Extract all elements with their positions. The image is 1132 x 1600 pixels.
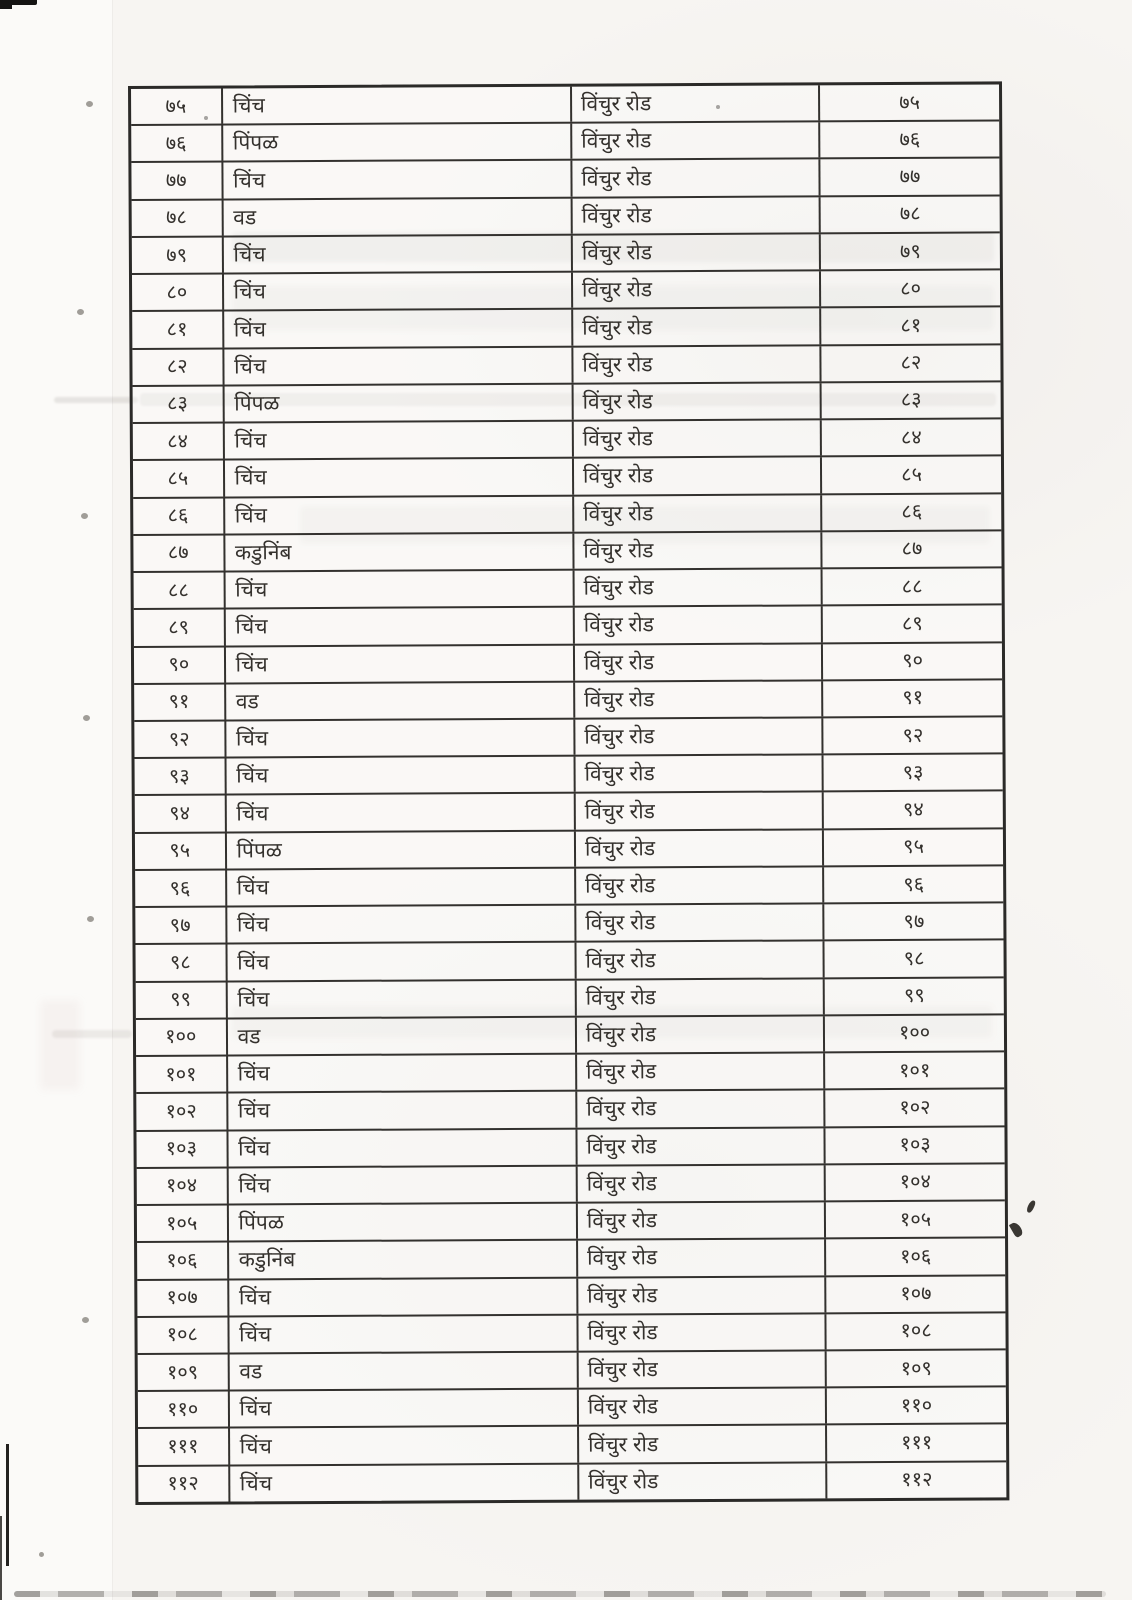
cell-serial-number-right: १०७: [900, 1282, 932, 1306]
cell-serial-number-right: १०८: [900, 1320, 932, 1343]
cell-serial-number: ९७: [135, 908, 227, 944]
table-row: [137, 1237, 1005, 1279]
table-row: [134, 678, 1002, 720]
table-row: [133, 455, 1001, 497]
cell-serial-number: १०९: [138, 1354, 230, 1390]
cell-serial-number-right: १११: [901, 1431, 933, 1455]
table-row: [136, 1125, 1004, 1167]
cell-tree-name: चिंच: [227, 869, 577, 906]
cell-location: विंचुर रोड: [579, 1463, 827, 1500]
cell-tree-name: चिंच: [228, 1129, 578, 1166]
cell-serial-number: ९२: [134, 721, 226, 757]
cell-serial-number-right: ७८: [899, 203, 921, 226]
cell-serial-number: १०४: [137, 1168, 229, 1204]
cell-location: विंचुर रोड: [576, 942, 824, 979]
cell-serial-number: १०५: [137, 1206, 229, 1242]
cell-location: विंचुर रोड: [575, 756, 823, 793]
cell-serial-number-right: १०३: [899, 1133, 931, 1157]
table-row: [135, 753, 1003, 795]
cell-serial-number-right: १०५: [899, 1208, 932, 1231]
cell-tree-name: चिंच: [224, 347, 574, 384]
cell-serial-number: ७९: [132, 237, 224, 273]
cell-serial-number-right: ९६: [903, 873, 925, 896]
cell-location: विंचुर रोड: [577, 1016, 825, 1053]
cell-tree-name: चिंच: [225, 459, 575, 496]
cell-location: विंचुर रोड: [573, 309, 821, 346]
table-row: [133, 492, 1001, 534]
table-row: [132, 231, 1000, 273]
scan-streak: [52, 1030, 132, 1038]
table-row: [137, 1162, 1005, 1204]
cell-tree-name: चिंच: [224, 310, 574, 347]
scan-streak: [54, 397, 138, 403]
cell-serial-number-right: ९९: [903, 985, 925, 1008]
table-row: [135, 939, 1003, 981]
cell-location: विंचुर रोड: [579, 1426, 827, 1463]
scan-edge-line: [0, 1516, 2, 1600]
cell-serial-number-right: ९१: [902, 687, 924, 710]
cell-serial-number: ९४: [135, 796, 227, 832]
cell-location: विंचुर रोड: [578, 1277, 826, 1314]
cell-serial-number: ९०: [134, 647, 226, 683]
cell-serial-number: ९१: [134, 684, 226, 720]
cell-tree-name: चिंच: [229, 1315, 579, 1352]
cell-location: विंचुर रोड: [573, 272, 821, 309]
cell-tree-name: वड: [229, 1353, 579, 1390]
cell-serial-number: १०१: [136, 1057, 228, 1093]
cell-tree-name: चिंच: [226, 645, 576, 682]
cell-serial-number-right: ८९: [901, 612, 923, 635]
table-row: [138, 1386, 1006, 1428]
table-row: [134, 604, 1002, 646]
cell-tree-name: चिंच: [228, 1055, 578, 1092]
margin-speck: [39, 1552, 44, 1557]
cell-serial-number: ८३: [133, 386, 225, 422]
ink-mark: [1009, 1221, 1024, 1238]
table-row: [138, 1348, 1006, 1390]
cell-tree-name: चिंच: [225, 571, 575, 608]
table-row: [135, 790, 1003, 832]
cell-location: विंचुर रोड: [575, 644, 823, 681]
cell-serial-number: ८६: [133, 498, 225, 534]
cell-serial-number: ९३: [135, 759, 227, 795]
cell-serial-number-right: ९०: [902, 649, 924, 673]
cell-serial-number: ७८: [132, 200, 224, 236]
cell-location: विंचुर रोड: [576, 905, 824, 942]
cell-tree-name: चिंच: [227, 906, 577, 943]
cell-serial-number-right: ९२: [902, 724, 924, 747]
cell-tree-name: वड: [227, 1018, 577, 1055]
cell-location: विंचुर रोड: [574, 495, 822, 532]
cell-serial-number: ७७: [131, 163, 223, 199]
cell-location: विंचुर रोड: [573, 197, 821, 234]
table-row: [134, 566, 1002, 608]
cell-serial-number-right: ७९: [899, 240, 921, 263]
table-row: [132, 194, 1000, 236]
cell-location: विंचुर रोड: [577, 1128, 825, 1165]
cell-tree-name: चिंच: [228, 1092, 578, 1129]
cell-tree-name: चिंच: [230, 1464, 580, 1501]
margin-speck: [82, 1317, 89, 1323]
cell-serial-number-right: ८२: [900, 352, 922, 375]
cell-serial-number-right: १०४: [899, 1171, 931, 1194]
cell-serial-number-right: ९५: [903, 836, 925, 859]
cell-location: विंचुर रोड: [579, 1351, 827, 1388]
cell-serial-number-right: ९३: [902, 761, 924, 784]
cell-location: विंचुर रोड: [579, 1389, 827, 1426]
cell-serial-number: ८७: [133, 535, 225, 571]
cell-serial-number: ११०: [138, 1392, 230, 1428]
cell-serial-number: ७६: [131, 126, 223, 162]
cell-serial-number: ११२: [138, 1466, 230, 1502]
cell-tree-name: वड: [226, 682, 576, 719]
cell-serial-number: ९९: [136, 982, 228, 1018]
cell-location: विंचुर रोड: [573, 346, 821, 383]
cell-location: विंचुर रोड: [574, 420, 822, 457]
cell-serial-number-right: ९७: [903, 910, 925, 933]
cell-location: विंचुर रोड: [573, 383, 821, 420]
cell-serial-number: ८०: [132, 275, 224, 311]
cell-location: विंचुर रोड: [576, 830, 824, 867]
cell-location: विंचुर रोड: [577, 1053, 825, 1090]
cell-serial-number-right: ९८: [903, 947, 925, 970]
margin-speck: [81, 513, 88, 519]
table-row: [137, 1311, 1005, 1353]
cell-serial-number-right: ८१: [900, 314, 922, 337]
cell-serial-number-right: ८०: [900, 277, 922, 300]
cell-serial-number: १०३: [136, 1131, 228, 1167]
cell-serial-number: ९५: [135, 833, 227, 869]
cell-serial-number-right: १०६: [900, 1245, 932, 1268]
cell-serial-number-right: ८६: [901, 501, 923, 524]
cell-location: विंचुर रोड: [577, 979, 825, 1016]
cell-serial-number: ८५: [133, 461, 225, 497]
scan-corner-mark: [0, 0, 12, 9]
cell-tree-name: कडुनिंब: [225, 533, 575, 570]
table-row: [137, 1199, 1005, 1241]
cell-serial-number-right: ७५: [899, 91, 921, 114]
scan-smudge: [40, 1000, 80, 1090]
cell-serial-number-right: ८७: [901, 538, 923, 561]
cell-tree-name: चिंच: [223, 87, 573, 124]
cell-tree-name: चिंच: [224, 422, 574, 459]
cell-serial-number: ९८: [135, 945, 227, 981]
cell-tree-name: चिंच: [225, 496, 575, 533]
cell-tree-name: चिंच: [224, 273, 574, 310]
cell-tree-name: पिंपळ: [226, 831, 576, 868]
cell-location: विंचुर रोड: [574, 532, 822, 569]
cell-serial-number-right: १००: [898, 1022, 931, 1045]
table-row: [131, 120, 999, 162]
cell-serial-number-right: १०९: [900, 1357, 932, 1380]
margin-speck: [83, 715, 90, 721]
cell-tree-name: चिंच: [230, 1427, 580, 1464]
scan-corner-mark: [0, 0, 37, 5]
cell-location: विंचुर रोड: [572, 123, 820, 160]
table-row: [138, 1460, 1006, 1502]
cell-serial-number-right: ७६: [899, 128, 921, 151]
cell-location: विंचुर रोड: [575, 681, 823, 718]
cell-tree-name: चिंच: [223, 236, 573, 273]
table-row: [133, 529, 1001, 571]
cell-serial-number-right: ११०: [900, 1394, 933, 1417]
tree-register-table: [128, 81, 1009, 1505]
table-row: [133, 418, 1001, 460]
cell-serial-number-right: १०२: [899, 1096, 931, 1119]
margin-speck: [87, 916, 94, 922]
cell-location: विंचुर रोड: [576, 867, 824, 904]
table-row: [133, 380, 1001, 422]
cell-tree-name: पिंपळ: [228, 1204, 578, 1241]
cell-tree-name: चिंच: [225, 608, 575, 645]
scan-edge-line: [6, 1444, 9, 1566]
table-row: [134, 715, 1002, 757]
page-crease-line: [112, 0, 113, 1600]
cell-serial-number: ८४: [133, 424, 225, 460]
cell-serial-number: १११: [138, 1429, 230, 1465]
cell-tree-name: पिंपळ: [223, 124, 573, 161]
cell-location: विंचुर रोड: [575, 718, 823, 755]
cell-serial-number: ७५: [131, 89, 223, 125]
cell-location: विंचुर रोड: [576, 793, 824, 830]
cell-serial-number: ८८: [134, 573, 226, 609]
cell-serial-number: १०८: [137, 1317, 229, 1353]
cell-location: विंचुर रोड: [577, 1091, 825, 1128]
cell-location: विंचुर रोड: [578, 1165, 826, 1202]
cell-serial-number-right: १०१: [899, 1059, 931, 1082]
table-row: [131, 157, 999, 199]
cell-serial-number-right: ८८: [901, 575, 923, 598]
table-row: [135, 902, 1003, 944]
table-row: [137, 1274, 1005, 1316]
scan-bottom-streak: [14, 1591, 1106, 1597]
cell-tree-name: चिंच: [226, 794, 576, 831]
cell-tree-name: चिंच: [227, 943, 577, 980]
table-row: [131, 84, 999, 124]
cell-serial-number: ८२: [132, 349, 224, 385]
cell-serial-number-right: ८३: [900, 389, 922, 412]
table-row: [135, 864, 1003, 906]
cell-serial-number: १०६: [137, 1243, 229, 1279]
table-row: [136, 1088, 1004, 1130]
cell-location: विंचुर रोड: [578, 1240, 826, 1277]
cell-serial-number-right: ८४: [900, 426, 922, 449]
table-row: [136, 1051, 1004, 1093]
cell-serial-number: ८१: [132, 312, 224, 348]
cell-serial-number-right: ११२: [901, 1469, 933, 1492]
cell-tree-name: कडुनिंब: [229, 1241, 579, 1278]
cell-location: विंचुर रोड: [575, 607, 823, 644]
cell-serial-number: ९६: [135, 870, 227, 906]
cell-serial-number: १०२: [136, 1094, 228, 1130]
cell-tree-name: चिंच: [227, 980, 577, 1017]
cell-serial-number-right: ९४: [902, 798, 924, 822]
cell-location: विंचुर रोड: [574, 569, 822, 606]
tree-table-body: [131, 84, 1006, 1502]
cell-tree-name: चिंच: [229, 1278, 579, 1315]
table-row: [138, 1423, 1006, 1465]
table-row: [135, 827, 1003, 869]
cell-tree-name: चिंच: [223, 161, 573, 198]
cell-tree-name: चिंच: [226, 720, 576, 757]
cell-serial-number-right: ७७: [899, 165, 921, 189]
cell-location: विंचुर रोड: [574, 458, 822, 495]
table-row: [136, 1013, 1004, 1055]
table-row: [132, 269, 1000, 311]
cell-tree-name: चिंच: [228, 1166, 578, 1203]
ink-mark: [1026, 1199, 1037, 1213]
cell-tree-name: वड: [223, 198, 573, 235]
cell-tree-name: पिंपळ: [224, 385, 574, 422]
cell-serial-number: ८९: [134, 610, 226, 646]
cell-location: विंचुर रोड: [573, 234, 821, 271]
cell-serial-number-right: ८५: [901, 463, 923, 486]
cell-tree-name: चिंच: [226, 757, 576, 794]
cell-location: विंचुर रोड: [572, 160, 820, 197]
cell-location: विंचुर रोड: [578, 1202, 826, 1239]
cell-serial-number: १००: [136, 1019, 228, 1055]
cell-location: विंचुर रोड: [578, 1314, 826, 1351]
table-row: [136, 976, 1004, 1018]
margin-speck: [86, 101, 93, 107]
cell-location: विंचुर रोड: [572, 85, 820, 122]
table-row: [134, 641, 1002, 683]
cell-serial-number: १०७: [137, 1280, 229, 1316]
margin-speck: [77, 309, 84, 315]
table-row: [132, 306, 1000, 348]
table-row: [132, 343, 1000, 385]
cell-tree-name: चिंच: [229, 1390, 579, 1427]
